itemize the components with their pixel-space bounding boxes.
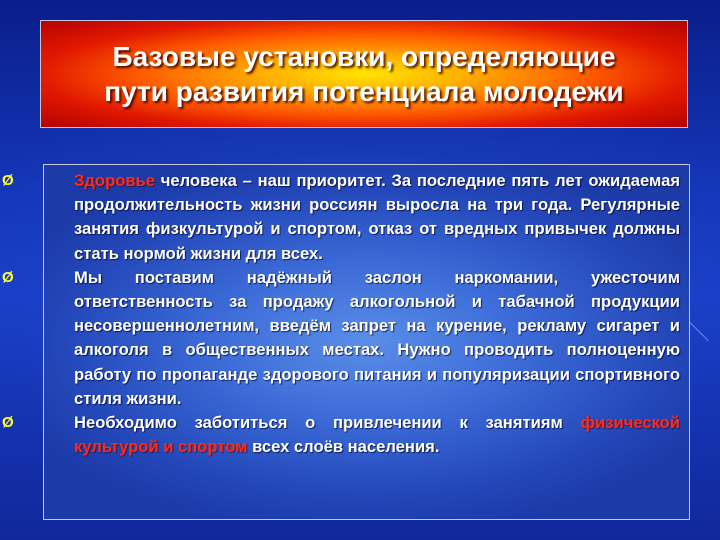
bullet-highlight: Здоровье [74,171,155,190]
bullet-arrow-icon: Ø [2,268,14,286]
title-box [40,20,688,128]
bullet-text-end: всех слоёв населения. [247,437,440,457]
bullet-list [0,169,690,459]
bullet-highlight: физической культурой и спортом [74,413,680,457]
bullet-text: Необходимо заботиться о привлечении к занятиям [74,413,581,433]
bullet-text: человека – наш приоритет. За последние пять лет ожидаемая продолжительность жизни россиян выросла на три года. Регулярные занятия физкультурой и спортом, отказ от вредных привычек должны стать нормой жизни для всех. [74,171,680,263]
slide-title-line-2: пути развития потенциала молодежи [104,76,624,107]
bullet-arrow-icon: Ø [2,414,14,432]
bullet-item-sport [0,411,690,459]
bullet-item-drugs [0,266,690,411]
bullet-text: Мы поставим надёжный заслон наркомании, ужесточим ответственность за продажу алкогольной и табачной продукции несовершеннолетним, введём запрет на курение, рекламу сигарет и алкоголя в общественных местах. Нужно проводить полноценную работу по пропаганде здорового питания и популяризации спортивного стиля жизни. [74,267,680,408]
bullet-item-health [0,169,690,266]
bullet-arrow-icon: Ø [2,172,14,189]
slide-title-line-1: Базовые установки, определяющие [112,41,616,72]
